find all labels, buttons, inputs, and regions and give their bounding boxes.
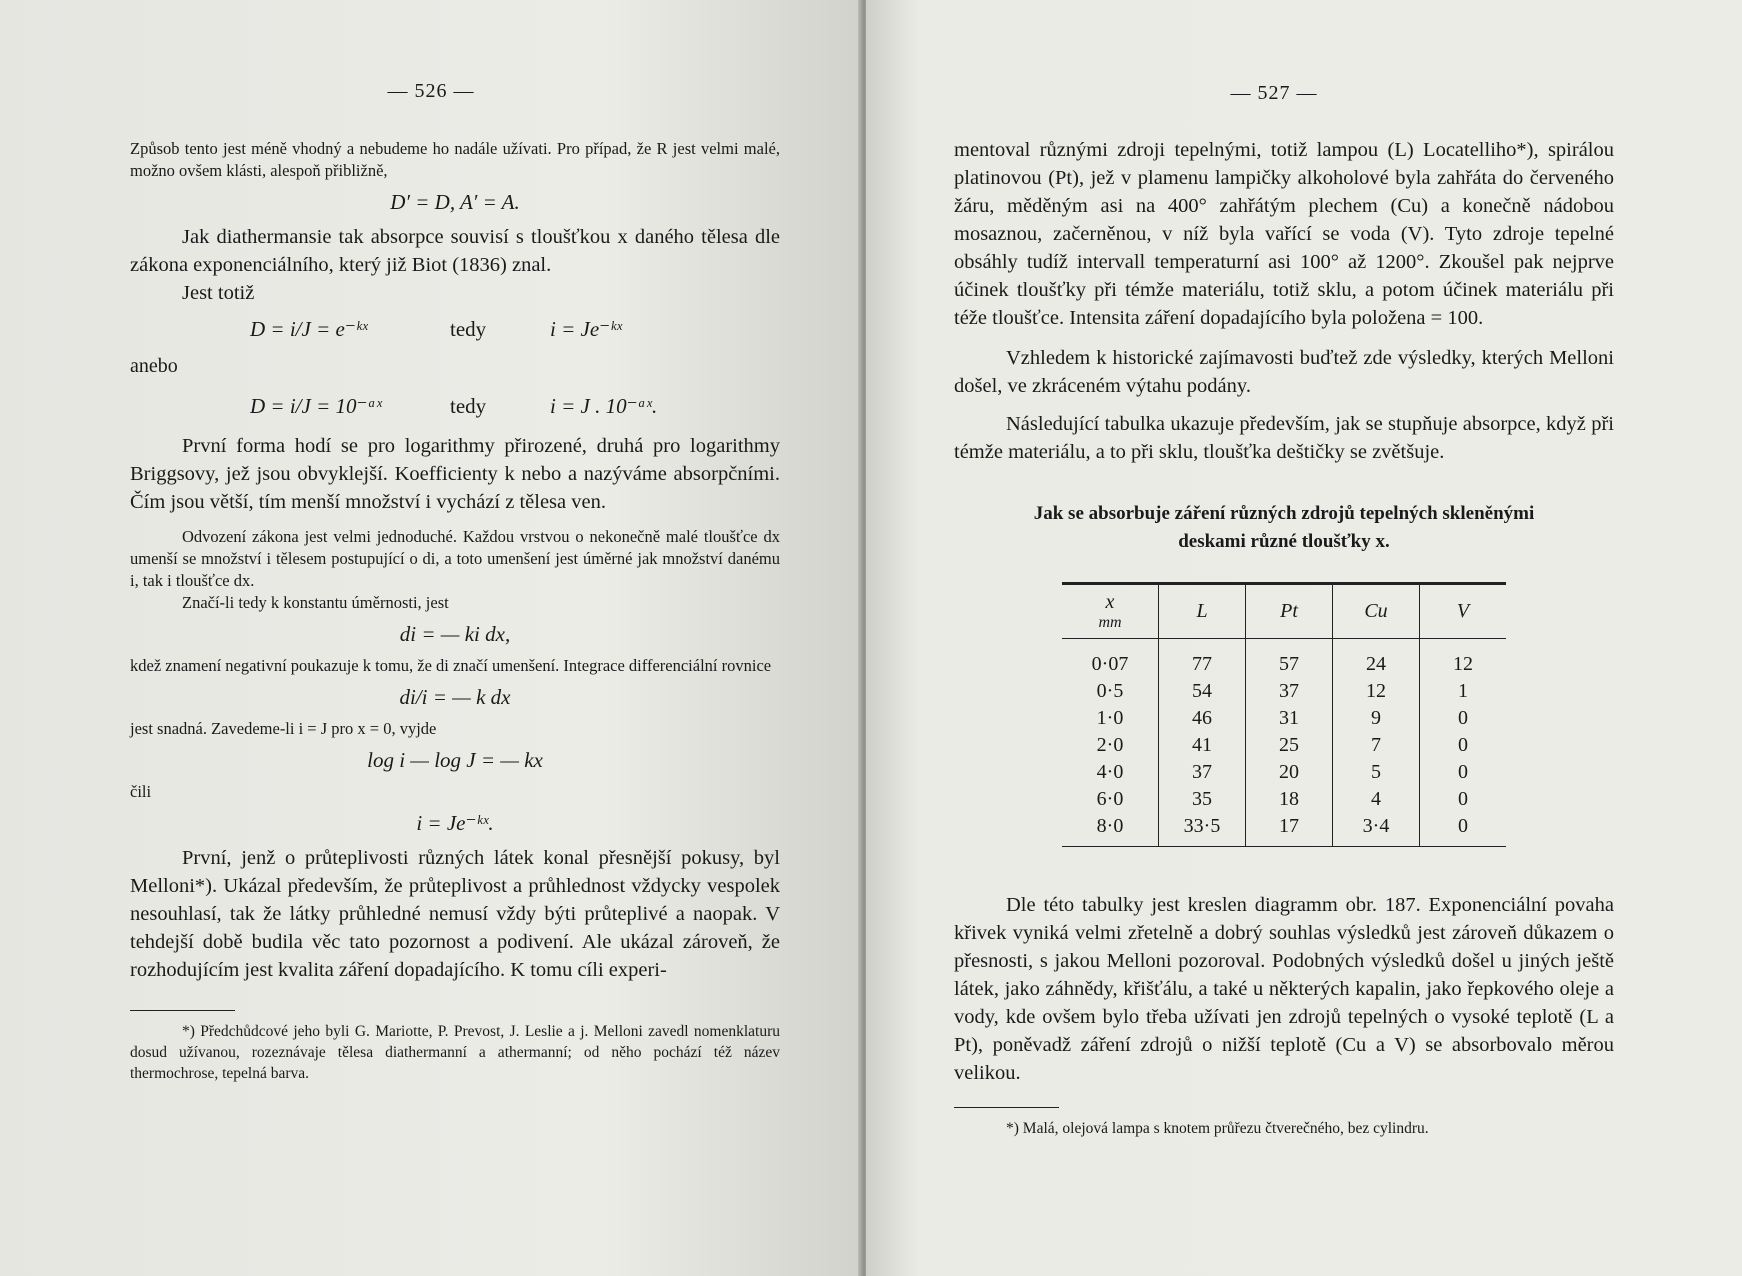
table-row	[1062, 813, 1506, 847]
paragraph: První forma hodí se pro logarithmy přirozené, druhá pro logarithmy Briggsovy, jež jsou obvyklejší. Koefficienty k nebo a nazýváme absorpčními. Čím jsou větší, tím menší množství i vychází z tělesa ven.	[130, 435, 780, 513]
table-cell: 25	[1246, 732, 1333, 759]
table-cell: 46	[1159, 705, 1246, 732]
right-page	[866, 0, 1742, 1276]
equation: i = Je⁻ᵏˣ	[550, 317, 623, 341]
column-header	[1062, 584, 1159, 639]
column-header: V	[1420, 584, 1507, 639]
table-cell: 8·0	[1062, 813, 1159, 847]
equation-word: tedy	[450, 317, 487, 341]
paragraph: Dle této tabulky jest kreslen diagramm obr. 187. Exponenciální povaha křivek vyniká velmi zřetelně a dobrý souhlas výsledků jest zároveň důkazem o přesnosti, s jakou Melloni pozoroval. Podobných výsledků došel u jiných ještě látek, jako záhnědy, křišťálu, a také u některých kapalin, jako řepkového oleje a vody, kde ovšem bylo třeba užívati jen zdrojů tepelných o vysoké teplotě (L a Pt), poněvadž záření zdrojů o nižší teplotě (Cu a V) se absorbovalo měrou velikou.	[954, 894, 1614, 1084]
equation: di = — ki dx,	[399, 622, 511, 646]
table-cell: 41	[1159, 732, 1246, 759]
table-cell: 9	[1333, 705, 1420, 732]
table-cell: 0	[1420, 705, 1507, 732]
paragraph: mentoval různými zdroji tepelnými, totiž lampou (L) Locatelliho*), spirálou platinovou (Pt), jež v plamenu lampičky alkoholové byla zahřáta do červeného žáru, měděným asi na 400° zahřátým plechem (Cu) a konečně nádobou mosaznou, začerněnou, v níž byla vařící se voda (V). Tyto zdroje tepelné obsáhly tudíž intervall temperaturní asi 100° až 1200°. Zkoušel pak nejprve účinek tloušťky při témže materiálu, totiž sklu, a potom účinek materiálu při téže tloušťce. Intensita záření dopadajícího byla položena = 100.	[954, 139, 1614, 329]
footnote: *) Předchůdcové jeho byli G. Mariotte, P. Prevost, J. Leslie a j. Melloni zavedl nomenklaturu dosud užívanou, rozeznávaje tělesa diathermanní a athermanní; od něho pochází též název thermochrose, tepelná barva.	[130, 1023, 780, 1082]
table-cell: 0·5	[1096, 680, 1124, 702]
equation-word: tedy	[450, 394, 487, 418]
table-cell: 7	[1333, 732, 1420, 759]
page-number: — 527 —	[1230, 82, 1318, 104]
table-cell: 4	[1333, 786, 1420, 813]
table-title	[954, 500, 1614, 556]
table-cell: 3·4	[1333, 813, 1420, 847]
equation-row	[130, 307, 780, 355]
paragraph: Odvození zákona jest velmi jednoduché. Každou vrstvou o nekonečně malé tloušťce dx umenší se množství i tělesem postupující o di, a toto umenšení jest úměrné jak množství danému i, tak i tloušťce dx.	[130, 527, 780, 590]
footnote: *) Malá, olejová lampa s knotem průřezu čtverečného, bez cylindru.	[1006, 1120, 1429, 1137]
table-cell: 4·0	[1096, 761, 1124, 783]
table-row	[1062, 678, 1506, 705]
paragraph: jest snadná. Zavedeme-li i = J pro x = 0, vyjde	[130, 719, 437, 738]
column-header: Pt	[1246, 584, 1333, 639]
equation: di/i = — k dx	[399, 685, 511, 709]
left-page	[0, 0, 862, 1276]
table-cell: 12	[1333, 678, 1420, 705]
table-row	[1062, 786, 1506, 813]
table-cell: 6·0	[1096, 788, 1124, 810]
text-label: anebo	[130, 355, 178, 377]
table-cell: 2·0	[1096, 734, 1124, 756]
column-unit: mm	[1098, 614, 1122, 631]
equation: i = Je⁻ᵏˣ.	[416, 811, 494, 835]
table-row	[1062, 705, 1506, 732]
footnote-rule	[130, 1010, 235, 1011]
table-cell: 77	[1159, 639, 1246, 679]
table-cell: 33·5	[1159, 813, 1246, 847]
equation: D′ = D, A′ = A.	[390, 190, 520, 214]
table-cell: 0	[1420, 813, 1507, 847]
paragraph: Způsob tento jest méně vhodný a nebudeme ho nadále užívati. Pro případ, že R jest velmi malé, možno ovšem klásti, alespoň přibližně,	[130, 139, 780, 180]
table-cell: 37	[1246, 678, 1333, 705]
left-column	[130, 138, 780, 1084]
paragraph: Jak diathermansie tak absorpce souvisí s tloušťkou x daného tělesa dle zákona exponenciálního, který již Biot (1836) znal.	[130, 226, 780, 276]
paragraph: Vzhledem k historické zajímavosti buďtež zde výsledky, kterých Melloni došel, ve zkráceném výtahu podány.	[954, 347, 1614, 397]
column-header: Cu	[1333, 584, 1420, 639]
paragraph: Jest totiž	[182, 282, 255, 304]
absorption-table	[1062, 582, 1506, 847]
table-cell: 54	[1159, 678, 1246, 705]
paragraph: kdež znamení negativní poukazuje k tomu, že di značí umenšení. Integrace differenciální rovnice	[130, 656, 772, 675]
table-cell: 24	[1333, 639, 1420, 679]
table-row	[1062, 732, 1506, 759]
table-cell: 1·0	[1096, 707, 1124, 729]
column-header: L	[1159, 584, 1246, 639]
table-cell: 0	[1420, 786, 1507, 813]
table-cell: 0	[1420, 732, 1507, 759]
table-title-line: Jak se absorbuje záření různých zdrojů tepelných skleněnými	[1033, 503, 1535, 524]
table-cell: 1	[1420, 678, 1507, 705]
table-row	[1062, 759, 1506, 786]
page-number: — 526 —	[387, 80, 475, 102]
equation: log i — log J = — kx	[367, 748, 543, 772]
paragraph: Následující tabulka ukazuje především, jak se stupňuje absorpce, když při témže materiálu, a to při sklu, tloušťka deštičky se zvětšuje.	[954, 413, 1614, 463]
paragraph: První, jenž o průteplivosti různých látek konal přesnější pokusy, byl Melloni*). Ukázal především, že průteplivost a průhlednost vždycky vespolek nesouhlasí, tak že látky průhledné nemusí vždy býti průteplivé a naopak. V tehdejší době budila věc tato pozornost a podivení. Ale ukázal zároveň, že rozhodujícím jest kvalita záření dopadajícího. K tomu cíli experi-	[130, 847, 780, 981]
table-cell: 35	[1159, 786, 1246, 813]
table-cell: 0·07	[1091, 653, 1129, 675]
table-cell: 57	[1246, 639, 1333, 679]
table-cell: 5	[1333, 759, 1420, 786]
table-cell: 18	[1246, 786, 1333, 813]
text-label: čili	[130, 782, 152, 801]
table-row	[1062, 639, 1506, 679]
column-header-label: x	[1105, 591, 1115, 613]
equation: i = J . 10⁻ᵃˣ.	[550, 394, 658, 418]
table-header-row	[1062, 584, 1506, 639]
equation: D = i/J = e⁻ᵏˣ	[250, 317, 368, 341]
equation: D = i/J = 10⁻ᵃˣ	[250, 394, 382, 418]
right-column	[954, 136, 1614, 1139]
table-cell: 20	[1246, 759, 1333, 786]
table-cell: 12	[1420, 639, 1507, 679]
table-title-line: deskami různé tloušťky x.	[1178, 531, 1390, 552]
equation-row	[130, 384, 780, 432]
table-cell: 0	[1420, 759, 1507, 786]
footnote-rule	[954, 1107, 1059, 1108]
table-cell: 17	[1246, 813, 1333, 847]
table-cell: 37	[1159, 759, 1246, 786]
paragraph: Značí-li tedy k konstantu úměrnosti, jest	[182, 593, 449, 612]
table-cell: 31	[1246, 705, 1333, 732]
